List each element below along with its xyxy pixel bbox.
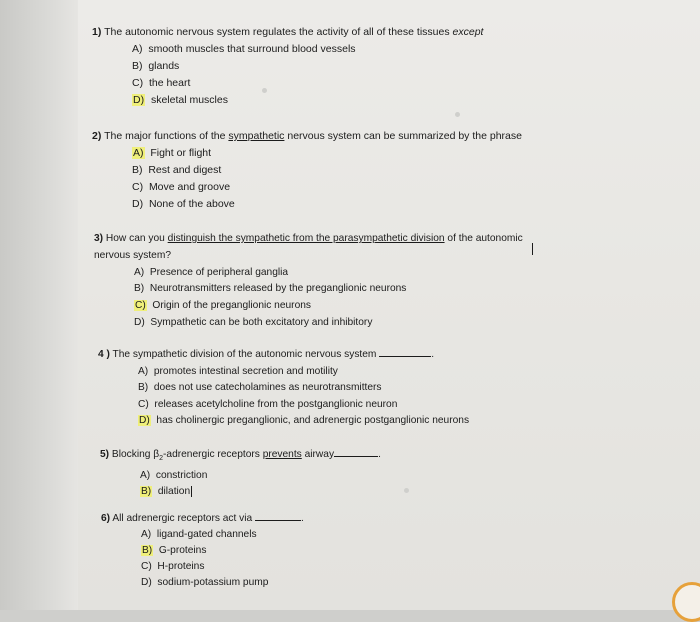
text-caret xyxy=(191,486,192,497)
question-4 xyxy=(98,346,469,430)
option-text: skeletal muscles xyxy=(150,94,228,106)
question-2-text: The major functions of the xyxy=(104,130,226,142)
q3-option-c[interactable] xyxy=(134,298,523,315)
page-edge-shadow xyxy=(0,0,78,610)
q1-option-d[interactable] xyxy=(132,92,483,109)
option-letter: D) xyxy=(134,316,145,328)
question-6-number: 6) xyxy=(101,513,111,524)
option-text: constriction xyxy=(155,469,208,481)
option-text: Rest and digest xyxy=(148,164,222,176)
option-text: glands xyxy=(148,60,180,72)
q3-option-d[interactable] xyxy=(134,315,523,332)
q4-option-c[interactable] xyxy=(138,397,469,414)
option-text: Fight or flight xyxy=(150,147,212,159)
question-6 xyxy=(101,510,304,591)
option-text: dilation xyxy=(157,486,191,498)
question-5 xyxy=(100,446,381,501)
option-text: H-proteins xyxy=(157,561,205,572)
q4-option-b[interactable] xyxy=(138,380,469,397)
question-3-text: How can you xyxy=(105,233,165,244)
question-4-stem: 4 ) The sympathetic division of the autonomic nervous system . xyxy=(98,346,469,364)
option-text: releases acetylcholine from the postganglionic neuron xyxy=(154,398,398,410)
q1-option-c[interactable] xyxy=(132,75,483,92)
question-3-stem xyxy=(94,231,523,248)
option-text: Presence of peripheral ganglia xyxy=(149,266,289,278)
option-text: promotes intestinal secretion and motility xyxy=(153,365,338,377)
option-letter-highlighted: D) xyxy=(139,415,150,426)
question-4-text: The sympathetic division of the autonomic nervous system xyxy=(112,349,377,360)
question-6-text: All adrenergic receptors act via xyxy=(112,513,253,524)
paper-speck xyxy=(404,488,409,493)
option-letter: B) xyxy=(132,60,143,72)
option-letter: D) xyxy=(141,577,152,588)
question-5-number: 5) xyxy=(100,449,110,460)
option-letter: C) xyxy=(138,398,149,410)
question-2 xyxy=(92,128,522,213)
question-4-number: 4 ) xyxy=(98,349,110,360)
option-text: Sympathetic can be both excitatory and inhibitory xyxy=(150,316,373,328)
option-text: Origin of the preganglionic neurons xyxy=(152,300,311,312)
option-text: G-proteins xyxy=(158,545,207,556)
option-letter-highlighted: D) xyxy=(133,94,145,106)
option-letter: A) xyxy=(140,469,151,481)
q6-option-b[interactable] xyxy=(141,543,304,559)
option-letter-highlighted: B) xyxy=(142,545,153,556)
question-1 xyxy=(92,24,483,109)
q5-option-b[interactable] xyxy=(140,484,381,501)
answer-blank xyxy=(255,510,301,521)
text-cursor-icon xyxy=(532,243,533,255)
option-letter: A) xyxy=(132,43,143,55)
q4-option-d[interactable] xyxy=(138,413,469,430)
question-3-text-tail: of the autonomic xyxy=(447,233,523,244)
paper-speck xyxy=(455,112,460,117)
question-5-text-tail: airway xyxy=(304,449,335,460)
option-letter: C) xyxy=(132,181,144,193)
question-2-underlined: sympathetic xyxy=(228,130,285,142)
q2-option-d[interactable] xyxy=(132,196,522,213)
question-1-emphasis: except xyxy=(452,26,484,38)
question-3 xyxy=(94,231,523,332)
question-2-text-tail: nervous system can be summarized by the phrase xyxy=(287,130,522,142)
q6-option-d[interactable] xyxy=(141,575,304,591)
option-letter: A) xyxy=(134,266,145,278)
question-6-stem: 6) All adrenergic receptors act via . xyxy=(101,510,304,527)
question-2-stem xyxy=(92,128,522,145)
question-5-underlined: prevents xyxy=(262,449,302,460)
question-3-number: 3) xyxy=(94,233,104,244)
q2-option-b[interactable] xyxy=(132,162,522,179)
q1-option-a[interactable] xyxy=(132,41,483,58)
option-text: Neurotransmitters released by the preganglionic neurons xyxy=(149,283,407,295)
q1-option-b[interactable] xyxy=(132,58,483,75)
q6-option-a[interactable] xyxy=(141,527,304,543)
option-letter: B) xyxy=(138,382,149,393)
option-letter-highlighted: C) xyxy=(135,300,146,312)
option-letter: D) xyxy=(132,198,144,210)
option-letter-highlighted: B) xyxy=(141,486,152,498)
q5-option-a[interactable] xyxy=(140,468,381,485)
question-5-text-mid: -adrenergic receptors xyxy=(163,449,260,460)
question-1-text: The autonomic nervous system regulates the activity of all of these tissues xyxy=(104,26,450,38)
option-letter: C) xyxy=(132,77,144,89)
question-1-number: 1) xyxy=(92,26,102,38)
option-text: None of the above xyxy=(148,198,235,210)
question-3-underlined: distinguish the sympathetic from the parasympathetic division xyxy=(167,233,445,244)
q4-option-a[interactable] xyxy=(138,364,469,381)
option-letter: A) xyxy=(138,365,149,377)
question-1-stem xyxy=(92,24,483,41)
option-letter: B) xyxy=(134,283,145,295)
answer-blank xyxy=(334,446,378,457)
question-3-text-line2: nervous system? xyxy=(94,249,172,261)
option-letter: C) xyxy=(141,561,152,572)
q3-option-b[interactable] xyxy=(134,281,523,298)
q6-option-c[interactable] xyxy=(141,559,304,575)
option-text: ligand-gated channels xyxy=(156,529,257,540)
answer-blank xyxy=(379,346,431,357)
option-letter: A) xyxy=(141,529,152,540)
option-text: smooth muscles that surround blood vessels xyxy=(148,43,356,55)
q2-option-c[interactable] xyxy=(132,179,522,196)
corner-badge-icon xyxy=(672,582,700,622)
question-5-stem: 5) Blocking $\beta_2$-adrenergic receptors prevents airway . xyxy=(100,446,381,468)
option-text: has cholinergic preganglionic, and adrenergic postganglionic neurons xyxy=(156,415,470,426)
option-text: Move and groove xyxy=(148,181,231,193)
question-5-text: Blocking β xyxy=(111,449,160,460)
option-text: the heart xyxy=(148,77,191,89)
option-letter-highlighted: A) xyxy=(133,147,144,159)
option-text: sodium-potassium pump xyxy=(157,577,269,588)
q2-option-a[interactable] xyxy=(132,145,522,162)
question-2-number: 2) xyxy=(92,130,102,142)
option-text: does not use catecholamines as neurotransmitters xyxy=(153,382,382,393)
option-letter: B) xyxy=(132,164,143,176)
q3-option-a[interactable] xyxy=(134,265,523,282)
question-5-subscript: 2 xyxy=(159,455,164,463)
